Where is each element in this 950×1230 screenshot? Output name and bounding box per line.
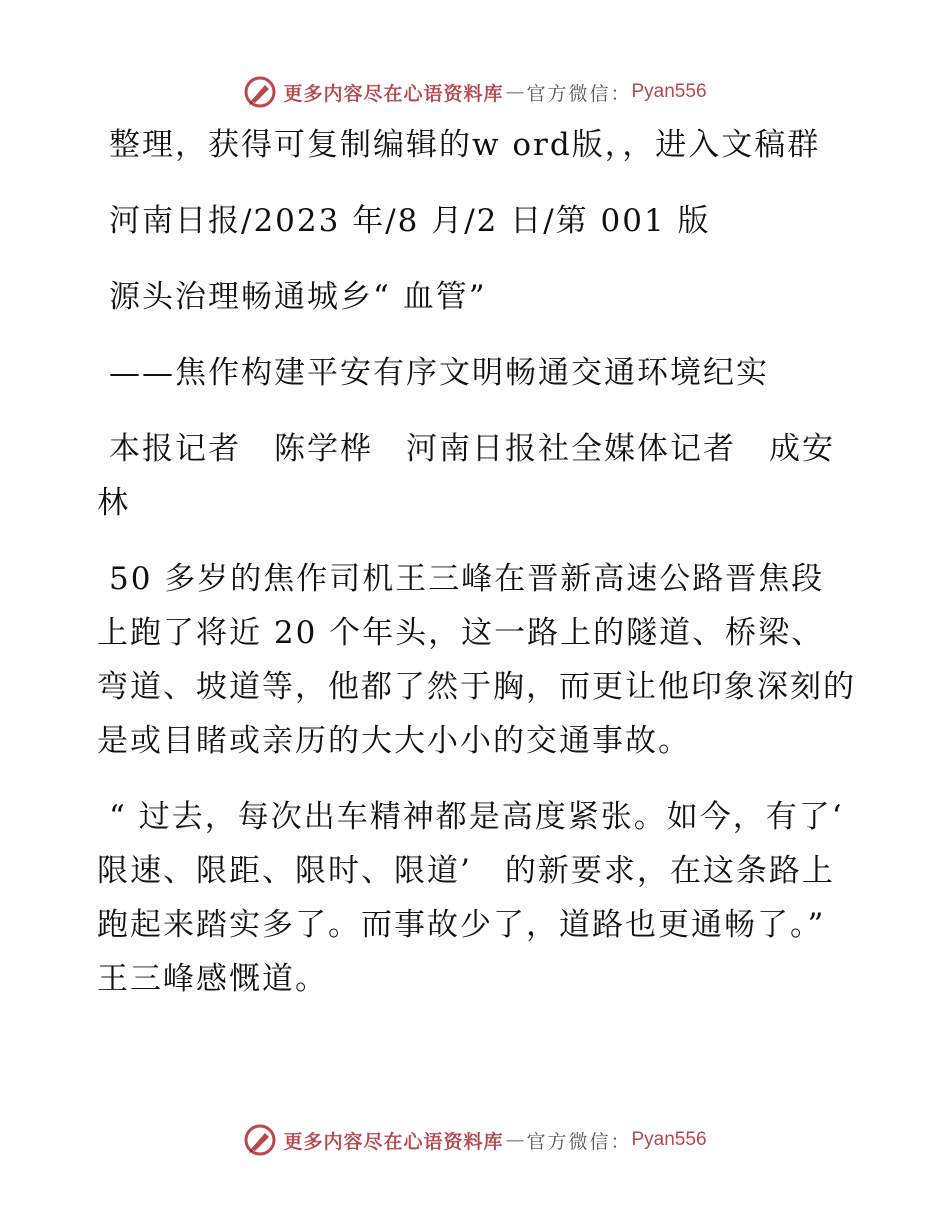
banner-wechat-label: 官方微信： [526, 1130, 632, 1153]
publication-line: 河南日报/2023 年/8 月/2 日/第 001 版 [109, 203, 711, 239]
document-body [97, 118, 857, 1028]
pen-logo-icon [243, 75, 277, 109]
banner-wechat-id: Pyan556 [631, 1129, 707, 1150]
body-paragraph: 50 多岁的焦作司机王三峰在晋新高速公路晋焦段上跑了将近 20 个年头，这一路上的隧道、桥梁、弯道、坡道等，他都了然于胸，而更让他印象深刻的是或目睹或亲历的大大小小的交通事故。 [97, 561, 856, 759]
article-subtitle: ——焦作构建平安有序文明畅通交通环境纪实 [109, 355, 769, 391]
banner-main-text: 更多内容尽在心语资料库 [283, 82, 504, 105]
pen-logo-icon [243, 1123, 277, 1157]
banner-wechat-label: 官方微信： [526, 82, 632, 105]
banner-main-text: 更多内容尽在心语资料库 [283, 1130, 504, 1153]
footer-banner [0, 1118, 950, 1162]
banner-separator: — [505, 81, 525, 103]
article-title: 源头治理畅通城乡“ 血管” [109, 279, 487, 315]
banner-wechat-id: Pyan556 [631, 81, 707, 102]
header-banner [0, 70, 950, 114]
body-paragraph: “ 过去，每次出车精神都是高度紧张。如今，有了‘ 限速、限距、限时、限道’ 的新要求，在这条路上跑起来踏实多了。而事故少了，道路也更通畅了。” 王三峰感慨道。 [97, 799, 859, 997]
banner-separator: — [505, 1129, 525, 1151]
byline: 本报记者 陈学桦 河南日报社全媒体记者 成安林 [97, 431, 835, 521]
intro-line: 整理，获得可复制编辑的w ord版，，进入文稿群 [109, 127, 821, 163]
